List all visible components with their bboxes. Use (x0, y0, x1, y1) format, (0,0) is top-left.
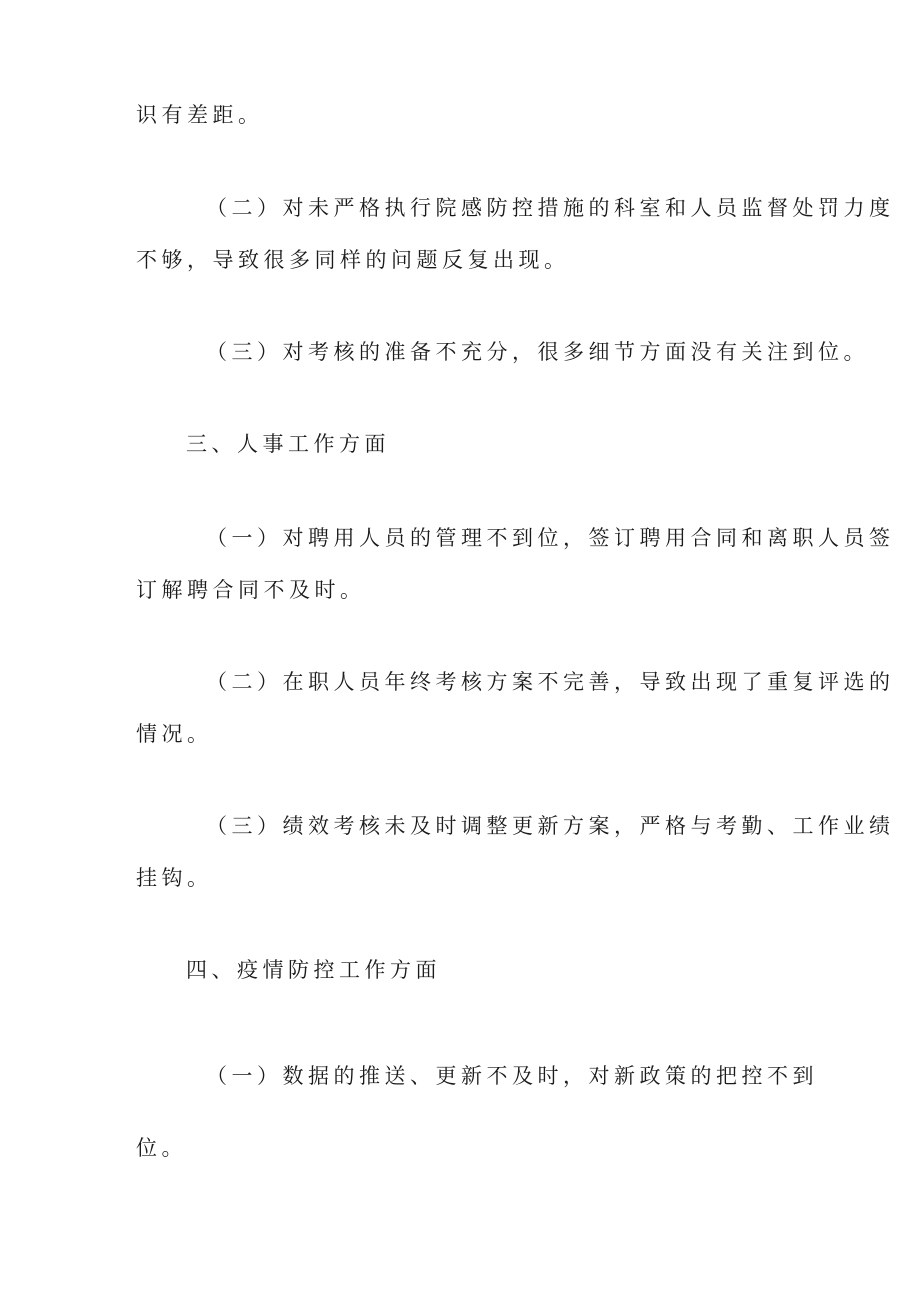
paragraph-line: 识有差距。 (136, 103, 264, 127)
section-heading: 四、疫情防控工作方面 (186, 958, 441, 982)
paragraph-line: （二）对未严格执行院感防控措施的科室和人员监督处罚力度 (206, 196, 895, 220)
paragraph-line: （三）对考核的准备不充分，很多细节方面没有关注到位。 (206, 340, 869, 364)
paragraph-line: （一）数据的推送、更新不及时，对新政策的把控不到 (206, 1064, 818, 1088)
paragraph-line: 不够，导致很多同样的问题反复出现。 (136, 248, 570, 272)
paragraph-line: 情况。 (136, 722, 213, 746)
paragraph-line: 位。 (136, 1136, 187, 1160)
paragraph-line: 订解聘合同不及时。 (136, 578, 366, 602)
paragraph-line: （三）绩效考核未及时调整更新方案，严格与考勤、工作业绩 (206, 814, 895, 838)
paragraph-line: （二）在职人员年终考核方案不完善，导致出现了重复评选的 (206, 670, 895, 694)
paragraph-line: 挂钩。 (136, 866, 213, 890)
paragraph-line: （一）对聘用人员的管理不到位，签订聘用合同和离职人员签 (206, 526, 895, 550)
section-heading: 三、人事工作方面 (186, 432, 390, 456)
